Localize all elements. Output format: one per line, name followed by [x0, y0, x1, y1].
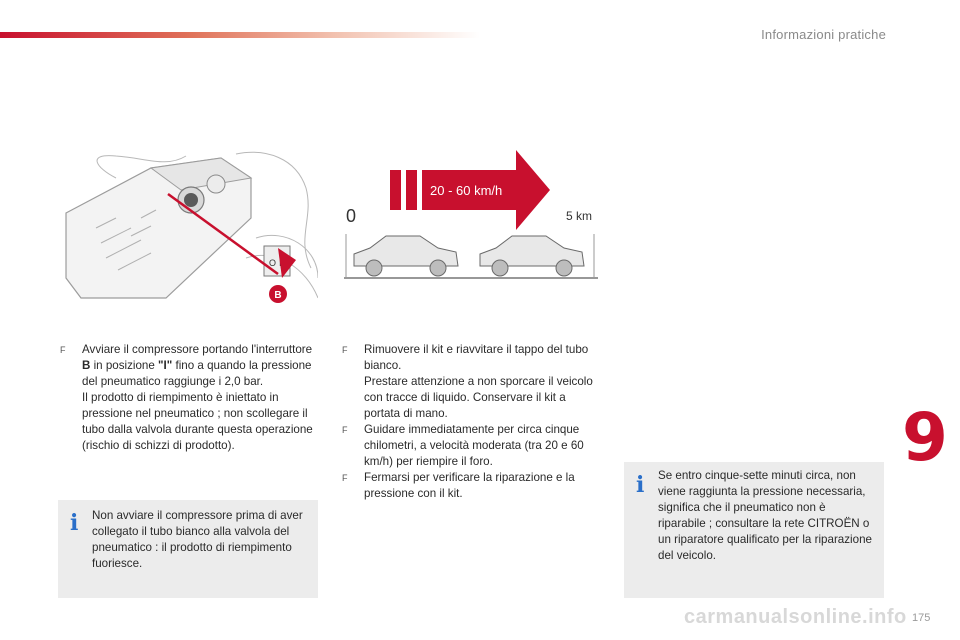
page-number: 175 — [912, 612, 931, 624]
list-item: F Fermarsi per verificare la riparazione e la pressione con il kit. — [340, 470, 602, 502]
distance-end-label: 5 km — [566, 209, 593, 223]
left-instructions — [58, 342, 320, 454]
distance-start-label: 0 — [346, 206, 357, 226]
info-icon: i — [636, 472, 645, 498]
car-icon — [480, 236, 584, 276]
driving-speed-illustration — [340, 148, 602, 288]
watermark: carmanualsonline.info — [684, 606, 907, 628]
section-title: Informazioni pratiche — [761, 27, 886, 42]
info-text: Se entro cinque-sette minuti circa, non viene raggiunta la pressione necessaria, significa che il pneumatico non è riparabile ; consultare la rete CITROËN o un riparatore qualificato per la riparazione del veicolo. — [658, 469, 872, 562]
chapter-number: 9 — [902, 399, 948, 476]
svg-text:O: O — [269, 258, 277, 268]
car-icon — [354, 236, 458, 276]
speed-range-label: 20 - 60 km/h — [430, 183, 503, 198]
middle-instructions — [340, 342, 602, 502]
list-item: F Rimuovere il kit e riavvitare il tappo del tubo bianco. Prestare attenzione a non sporcare il veicolo con tracce di liquido. Conservare il kit a portata di mano. — [340, 342, 602, 422]
info-box-warning — [58, 500, 318, 598]
info-box-repair — [624, 462, 884, 598]
list-item: F Avviare il compressore portando l'interruttore B in posizione "I" fino a quando la pressione del pneumatico raggiunge i 2,0 bar. Il prodotto di riempimento è iniettato in pressione nel pneumatico ; non scollegare il tubo dalla valvola durante questa operazione (rischio di schizzi di prodotto). — [58, 342, 320, 454]
compressor-illustration — [56, 148, 318, 314]
info-icon: i — [70, 510, 79, 536]
header-accent-bar — [0, 32, 480, 38]
list-item: F Guidare immediatamente per circa cinque chilometri, a velocità moderata (tra 20 e 60 km/h) per riempire il foro. — [340, 422, 602, 470]
callout-b-label: B — [274, 290, 282, 301]
info-text: Non avviare il compressore prima di aver collegato il tubo bianco alla valvola del pneumatico : il prodotto di riempimento fuoriesce. — [92, 509, 303, 570]
